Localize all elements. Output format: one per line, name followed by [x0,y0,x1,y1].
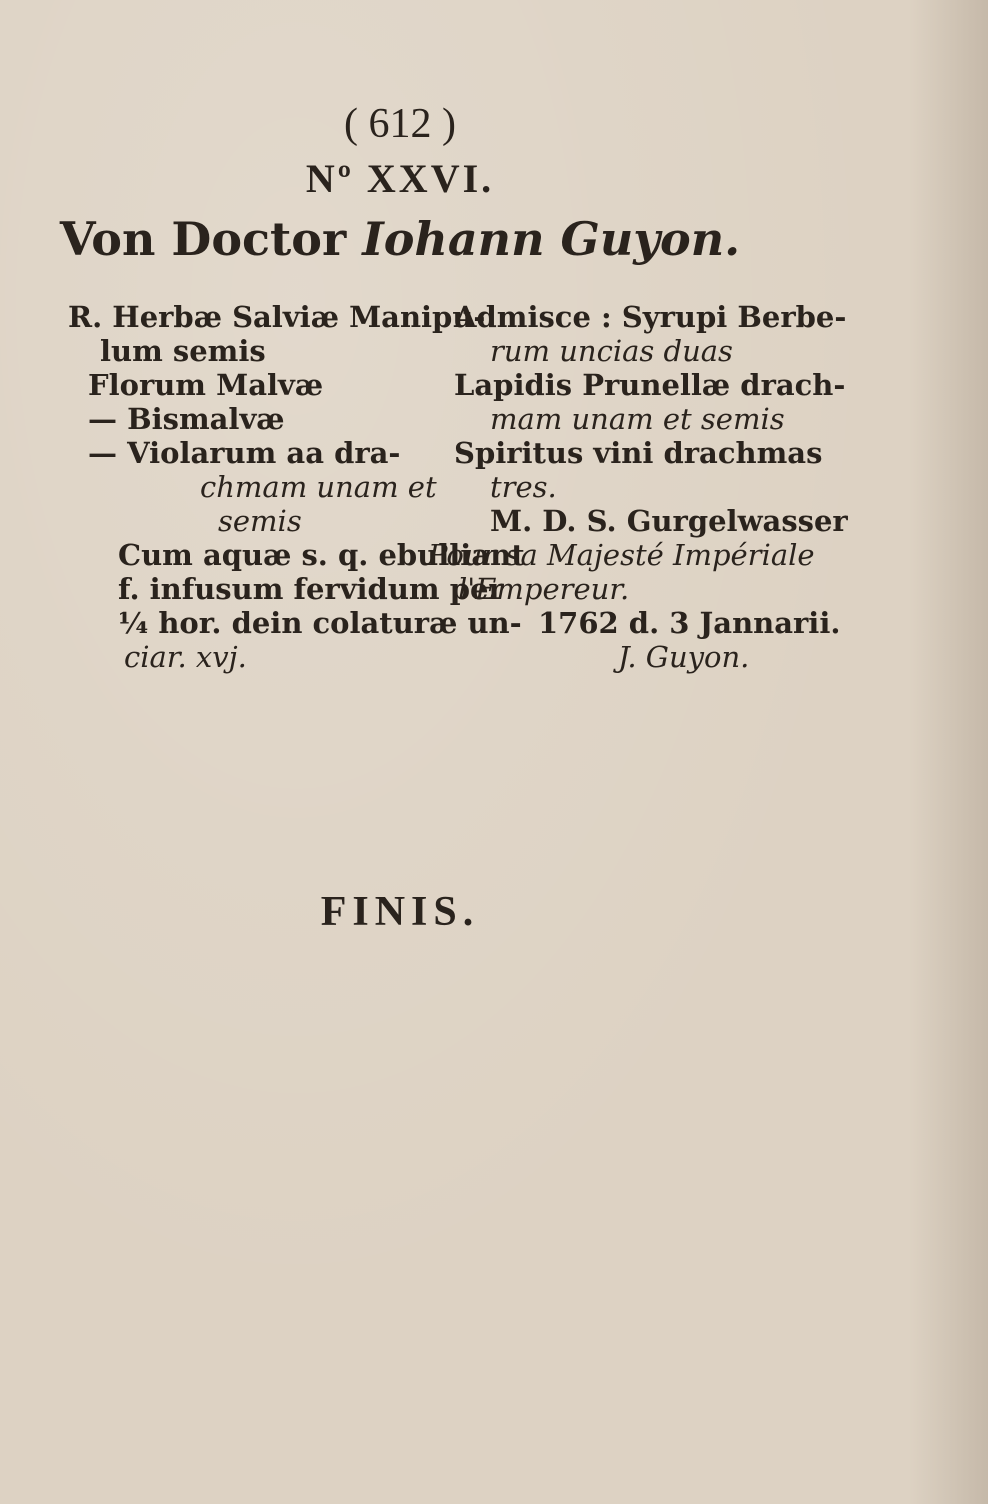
author-prefix: Von Doctor [59,212,347,266]
recipe-line: Spiritus vini drachmas [454,436,823,470]
recipe-line: f. infusum fervidum per [118,572,504,606]
recipe-line: mam unam et semis [490,402,785,436]
recipe-line: R. Herbæ Salviæ Manipu- [68,300,486,334]
author-name: Iohann Guyon. [362,212,741,266]
recipe-line: rum uncias duas [490,334,733,368]
recipe-signature: J. Guyon. [618,640,750,674]
recipe-line: chmam unam et [200,470,437,504]
recipe-line: ciar. xvj. [124,640,247,674]
recipe-line: Florum Malvæ [88,368,324,402]
document-number: Nº XXVI. [305,156,495,201]
finis-label: FINIS. [320,889,480,935]
recipe-line: Lapidis Prunellæ drach- [454,368,846,402]
recipe-line: l'Empereur. [458,572,630,606]
recipe-line: Pour sa Majesté Impériale [428,538,815,572]
recipe-line: ¼ hor. dein colaturæ un- [118,606,522,640]
author-line [0,212,800,266]
page-number: ( 612 ) [344,101,456,147]
recipe-line: — Bismalvæ [88,402,285,436]
recipe-line: tres. [490,470,557,504]
recipe-line: M. D. S. Gurgelwasser [490,504,848,538]
recipe-line: lum semis [100,334,266,368]
recipe-line: — Violarum aa dra- [88,436,401,470]
recipe-right-column [418,300,848,674]
recipe-line: semis [218,504,302,538]
recipe-line: Admisce : Syrupi Berbe- [454,300,847,334]
recipe-line: Cum aquæ s. q. ebulliant [118,538,525,572]
recipe-date: 1762 d. 3 Jannarii. [538,606,841,640]
